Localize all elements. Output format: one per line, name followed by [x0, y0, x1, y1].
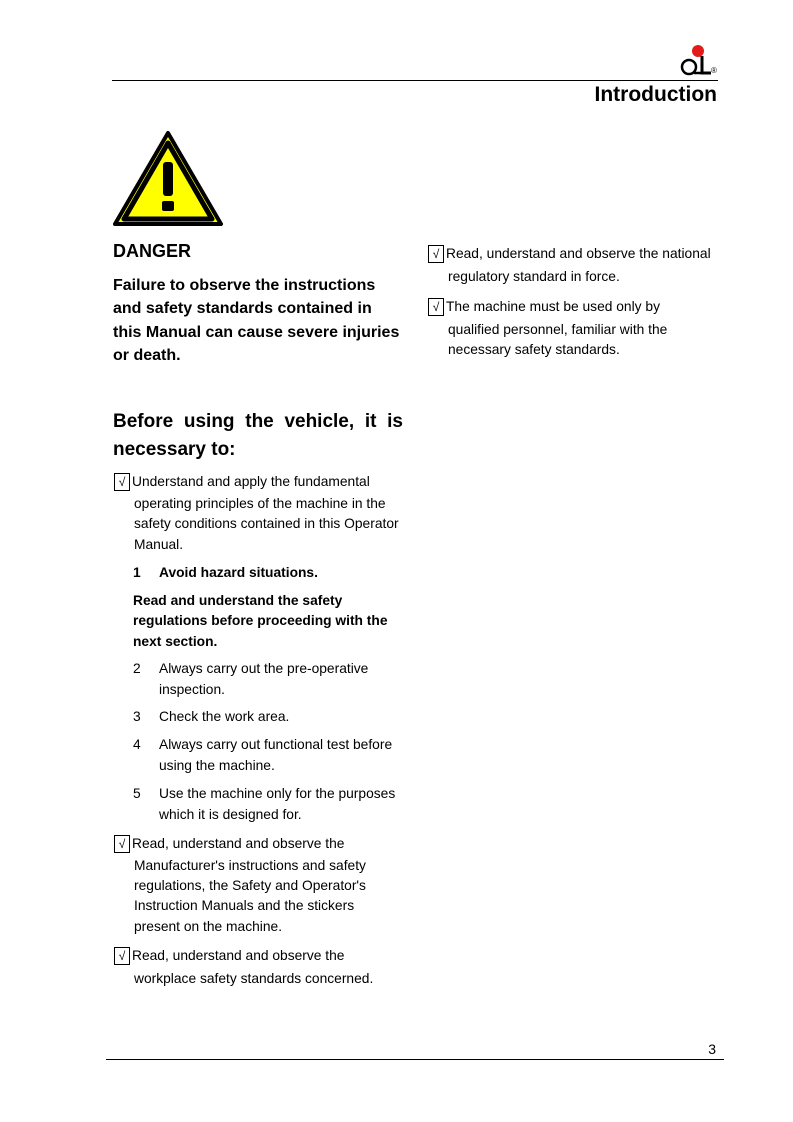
registered-mark: ®: [711, 66, 717, 75]
step-number: 3: [133, 709, 141, 724]
danger-text: [113, 274, 413, 367]
checkbox-mark-icon: √: [114, 947, 130, 965]
page-number: 3: [708, 1041, 716, 1057]
checkbox-mark-icon: √: [114, 473, 130, 491]
step-text: Avoid hazard situations.: [159, 565, 318, 580]
item-text: Read, understand and observe the national: [446, 246, 711, 261]
danger-line: and safety standards contained in: [113, 300, 372, 318]
header-rule: [112, 80, 718, 81]
item-text: Understand and apply the fundamental: [132, 474, 370, 489]
subheading-line: Before using the vehicle, it is: [113, 411, 403, 432]
note-line: Read and understand the safety: [133, 593, 343, 608]
danger-line: this Manual can cause severe injuries: [113, 323, 400, 341]
brand-logo-icon: [678, 44, 718, 78]
checkbox-mark-icon: √: [114, 835, 130, 853]
step-number: 5: [133, 786, 141, 801]
danger-title: DANGER: [113, 241, 192, 261]
step-text: which it is designed for.: [159, 807, 302, 822]
item-text: qualified personnel, familiar with the: [448, 322, 668, 337]
item-text: regulations, the Safety and Operator's: [134, 878, 366, 893]
item-text: The machine must be used only by: [446, 299, 660, 314]
item-text: present on the machine.: [134, 919, 283, 934]
footer-rule: [106, 1059, 724, 1060]
bold-note: [133, 591, 403, 652]
item-text: workplace safety standards concerned.: [134, 971, 374, 986]
subheading-line: necessary to:: [113, 438, 236, 460]
item-text: Read, understand and observe the: [132, 948, 345, 963]
item-text: Read, understand and observe the: [132, 836, 345, 851]
step-text: Always carry out functional test before: [159, 737, 393, 752]
item-text: operating principles of the machine in the: [134, 496, 386, 511]
note-line: regulations before proceeding with the: [133, 613, 388, 629]
item-text: safety conditions contained in this Operator: [134, 516, 399, 531]
step-number: 1: [133, 565, 141, 580]
item-text: Manufacturer's instructions and safety: [134, 858, 366, 873]
warning-triangle-icon: [111, 129, 225, 229]
danger-line: or death.: [113, 346, 181, 364]
danger-line: Failure to observe the instructions: [113, 277, 376, 294]
note-line: next section.: [133, 633, 218, 649]
step-text: Always carry out the pre-operative: [159, 661, 369, 676]
step-number: 4: [133, 737, 141, 752]
section-subheading: [113, 408, 403, 463]
item-text: Manual.: [134, 537, 184, 552]
section-title: Introduction: [594, 83, 717, 106]
step-text: inspection.: [159, 682, 225, 697]
step-number: 2: [133, 661, 141, 676]
item-text: regulatory standard in force.: [448, 269, 620, 284]
item-text: necessary safety standards.: [448, 342, 620, 357]
checkbox-mark-icon: √: [428, 245, 444, 263]
step-text: Check the work area.: [159, 709, 290, 724]
step-text: Use the machine only for the purposes: [159, 786, 396, 801]
checkbox-mark-icon: √: [428, 298, 444, 316]
step-text: using the machine.: [159, 758, 275, 773]
item-text: Instruction Manuals and the stickers: [134, 898, 355, 913]
